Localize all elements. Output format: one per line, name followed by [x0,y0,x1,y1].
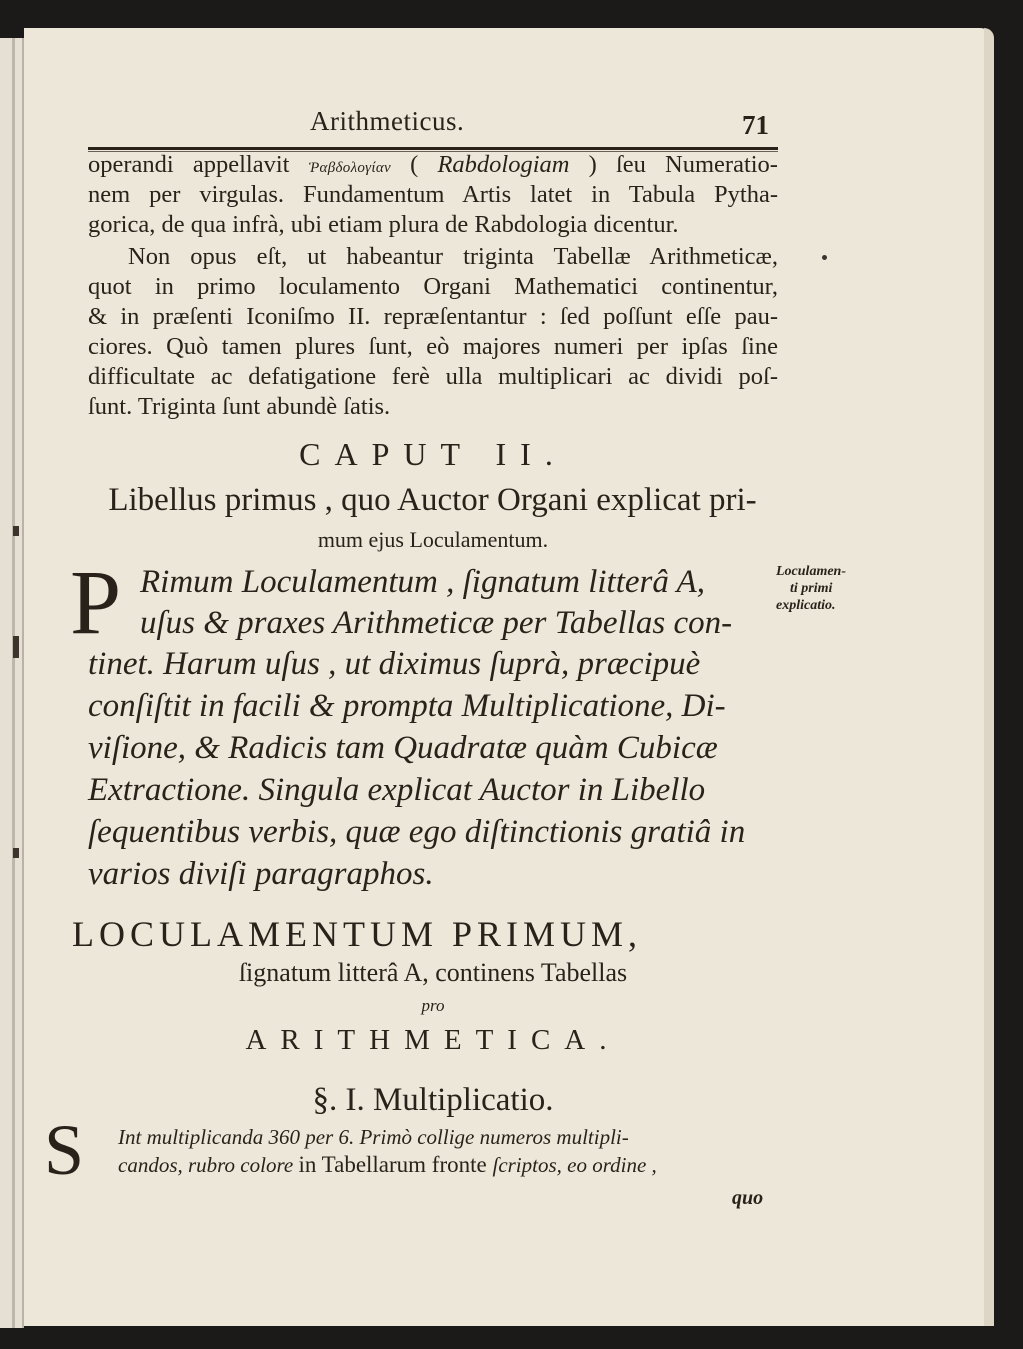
page-number: 71 [742,110,769,140]
section-arithmetica: ARITHMETICA. [245,1024,621,1056]
margin-note-line: Loculamen- [776,564,846,579]
italic-word: Rabdologiam [437,151,570,178]
italic-line: varios diviſi paragraphos. [88,856,434,892]
subsection-heading: §. I. Multiplicatio. [312,1082,554,1118]
binding-mark [13,848,19,858]
running-title: Arithmeticus. [310,106,465,136]
text-line: ſunt. Triginta ſunt abundè ſatis. [88,393,391,420]
margin-note [776,563,846,614]
drop-cap: P [70,551,122,653]
italic-line: uſus & praxes Arithmeticæ per Tabellas con- [140,605,733,641]
section-pro: pro [421,996,445,1015]
text-span: ) ſeu Numeratio- [569,151,778,178]
text-line: quot in primo loculamento Organi Mathematici continentur, [88,273,778,300]
italic-line: Extractione. Singula explicat Auctor in Libello [88,772,706,808]
text-span: ( [390,151,438,178]
catchword: quo [732,1187,764,1209]
text-line [118,1152,773,1178]
drop-cap: S [44,1110,85,1190]
chapter-subtitle: Libellus primus , quo Auctor Organi explicat pri- [108,482,757,518]
text-line: ciores. Quò tamen plures ſunt, eò majores numeri per ipſas ſine [88,333,778,360]
text-line [88,150,778,183]
text-span: operandi appellavit [88,151,309,178]
greek-word: Ῥαβδολογίαν [308,160,391,176]
chapter-subtitle-cont: mum ejus Loculamentum. [317,527,549,552]
text-line: difficultate ac defatigatione ferè ulla multiplicari ac dividi poſ- [88,363,778,390]
italic-span: ſcriptos, eo ordine , [492,1153,657,1177]
chapter-heading: CAPUT II. [299,436,567,472]
margin-note-line: ti primi [790,581,833,596]
page-edge-shade [984,28,994,1326]
binding-edge [12,38,15,1328]
roman-span: in Tabellarum fronte [298,1152,493,1177]
italic-line: Int multiplicanda 360 per 6. Primò collige numeros multipli- [118,1125,629,1149]
margin-note-line: explicatio. [776,598,836,613]
italic-span: candos, rubro colore [118,1153,299,1177]
binding-mark [13,526,19,536]
italic-line: viſione, & Radicis tam Quadratæ quàm Cubicæ [88,730,718,766]
italic-line: tinet. Harum uſus , ut diximus ſuprà, præcipuè [88,646,701,682]
section-title: LOCULAMENTUM PRIMUM, [72,914,643,954]
left-page-edge [0,38,24,1328]
binding-mark [13,636,19,658]
italic-line: ſequentibus verbis, quæ ego diſtinctionis gratiâ in [88,814,746,850]
text-line: gorica, de qua infrà, ubi etiam plura de Rabdologia dicentur. [88,211,679,238]
ink-spot [822,255,827,260]
text-line: nem per virgulas. Fundamentum Artis latet in Tabula Pytha- [88,181,778,208]
italic-line: conſiſtit in facili & prompta Multiplicatione, Di- [88,688,726,724]
section-subtitle: ſignatum litterâ A, continens Tabellas [238,958,628,987]
italic-line: Rimum Loculamentum , ſignatum litterâ A, [140,564,705,600]
text-line: Non opus eſt, ut habeantur triginta Tabellæ Arithmeticæ, [128,243,778,270]
text-line: & in præſenti Iconiſmo II. repræſentantur : ſed poſſunt eſſe pau- [88,303,778,330]
